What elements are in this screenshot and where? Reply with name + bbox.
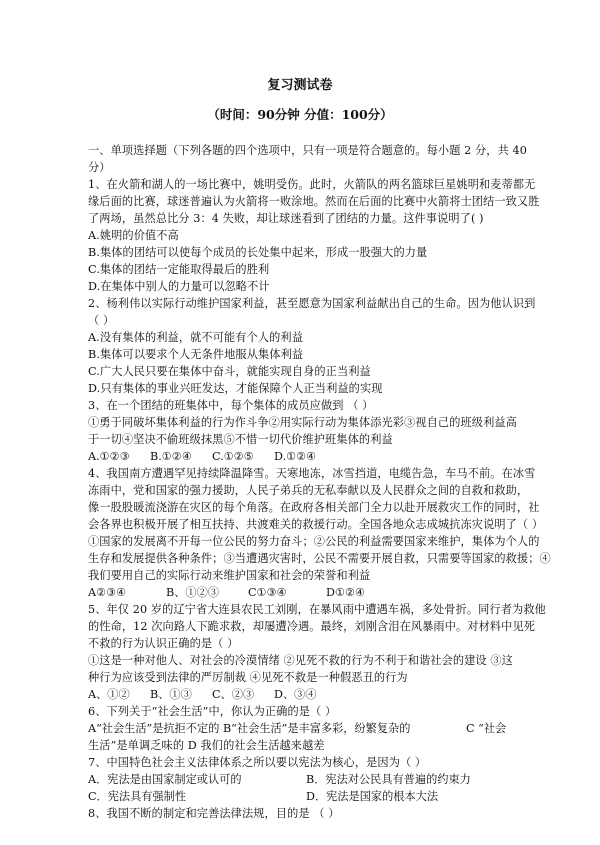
question-5-option-a: A、①② — [88, 688, 130, 701]
question-4-option-c: C①③④ — [248, 586, 287, 599]
question-2-text: 2、杨利伟以实际行动维护国家利益，甚至愿意为国家利益献出自己的生命。因为他认识到 — [88, 297, 536, 310]
question-4-text: 冻雨中，党和国家的强力援助，人民子弟兵的无私奉献以及人民群众之间的自救和救助， — [88, 484, 529, 497]
question-5-option-c: C、②③ — [212, 688, 255, 701]
question-4-text: 会各界也积极开展了相互扶持、共渡难关的救援行动。全国各地众志成城抗冻灾说明了（ ） — [88, 518, 544, 531]
question-1-text: 1、在火箭和湖人的一场比赛中，姚明受伤。此时，火箭队的两名篮球巨星姚明和麦蒂都无 — [88, 178, 536, 191]
question-6-text: 6、下列关于“社会生活”中，你认为正确的是（ ） — [88, 705, 337, 718]
question-4-text: 我们要用自己的实际行动来维护国家和社会的荣誉和利益 — [88, 569, 371, 582]
question-3-text: ①勇于同破坏集体利益的行为作斗争②用实际行动为集体添光彩③视自己的班级利益高 — [88, 416, 517, 429]
question-4-text: 4、我国南方遭遇罕见持续降温降雪。天寒地冻，冰雪挡道，电缆告急，车马不前。在冰雪 — [88, 467, 536, 480]
question-6-option-cd: 生活”是单调乏味的 D 我们的社会生活越来越差 — [88, 739, 325, 752]
question-5-text: 的性命，12 次向路人下跪求救，却屡遭冷遇。最终，刘刚含泪在风暴雨中。对材料中见死 — [88, 620, 536, 633]
question-1-option-c: C.集体的团结一定能取得最后的胜利 — [88, 263, 270, 276]
question-5-option-b: B、①③ — [150, 688, 192, 701]
question-1-option-b: B.集体的团结可以使每个成员的长处集中起来，形成一股强大的力量 — [88, 246, 428, 259]
question-4-option-a: A②③④ — [88, 586, 127, 599]
question-3-option-d: D.①②④ — [274, 450, 317, 463]
question-7-option-b: B．宪法对公民具有普遍的约束力 — [306, 773, 471, 786]
question-5-text: 5、年仅 20 岁的辽宁省大连县农民工刘刚，在暴风雨中遭遇车祸，多处骨折。同行者为救他 — [88, 603, 546, 616]
question-5-option-d: D、③④ — [274, 688, 317, 701]
question-5-text: 不救的行为认识正确的是（ ） — [88, 637, 239, 650]
question-6-option-c: C “社会 — [466, 722, 507, 735]
section-intro-line: 分） — [88, 161, 111, 174]
question-3-text: 3、在一个团结的班集体中，每个集体的成员应做到 （ ） — [88, 399, 374, 412]
question-3-option-a: A.①②③ — [88, 450, 130, 463]
question-6-option-ab: A“社会生活”是抗拒不定的 B“社会生活”是丰富多彩，纷繁复杂的 — [88, 722, 411, 735]
question-7-option-a: A．宪法是由国家制定或认可的 — [88, 773, 242, 786]
question-7-text: 7、中国特色社会主义法律体系之所以要以宪法为核心，是因为（ ） — [88, 756, 427, 769]
question-2-option-b: B.集体可以要求个人无条件地服从集体利益 — [88, 348, 304, 361]
question-2-text: （ ） — [88, 314, 115, 327]
question-8-text: 8、我国不断的制定和完善法律法规，目的是 （ ） — [88, 807, 340, 820]
question-7-option-d: D．宪法是国家的根本大法 — [306, 790, 439, 803]
question-1-text: 缘后面的比赛，球迷普遍认为火箭将一败涂地。然而在后面的比赛中火箭将士团结一致又胜 — [88, 195, 540, 208]
question-5-text: 种行为应该受到法律的严厉制裁 ④见死不救是一种假恶丑的行为 — [88, 671, 408, 684]
question-4-option-d: D①②④ — [326, 586, 366, 599]
question-1-text: 了两场，虽然总比分 3：4 失败，却让球迷看到了团结的力量。这件事说明了( ) — [88, 212, 484, 225]
question-3-text: 于一切④坚决不偷班级抹黑⑤不惜一切代价维护班集体的利益 — [88, 433, 393, 446]
question-2-option-c: C.广大人民只要在集体中奋斗，就能实现自身的正当利益 — [88, 365, 371, 378]
question-2-option-a: A.没有集体的利益，就不可能有个人的利益 — [88, 331, 304, 344]
question-4-text: 像一股股暖流浇游在灾区的每个角落。在政府各相关部门全力以赴开展救灾工作的同时，社 — [88, 501, 540, 514]
question-3-option-c: C.①②⑤ — [212, 450, 254, 463]
question-2-option-d: D.只有集体的事业兴旺发达，才能保障个人正当利益的实现 — [88, 382, 383, 395]
question-3-option-b: B.①②④ — [150, 450, 192, 463]
question-1-option-d: D.在集体中别人的力量可以忽略不计 — [88, 280, 270, 293]
page-subtitle: （时间：90分钟 分值：100分） — [207, 107, 393, 122]
question-7-option-c: C．宪法具有强制性 — [88, 790, 187, 803]
page-title: 复习测试卷 — [267, 78, 333, 93]
question-4-option-b: B、①②③ — [166, 586, 219, 599]
question-4-text: ①国家的发展离不开每一位公民的努力奋斗；②公民的利益需要国家来维护，集体为个人的 — [88, 535, 540, 548]
question-5-text: ①这是一种对他人、对社会的冷漠情绪 ②见死不救的行为不利于和谐社会的建设 ③这 — [88, 654, 513, 667]
question-4-text: 生存和发展提供各种条件；③当遭遇灾害时，公民不需要开展自救，只需要等国家的救援；④ — [88, 552, 551, 565]
question-1-option-a: A.姚明的价值不高 — [88, 229, 179, 242]
section-intro-line: 一、单项选择题（下列各题的四个选项中，只有一项是符合题意的。每小题 2 分，共 40 — [88, 144, 527, 157]
